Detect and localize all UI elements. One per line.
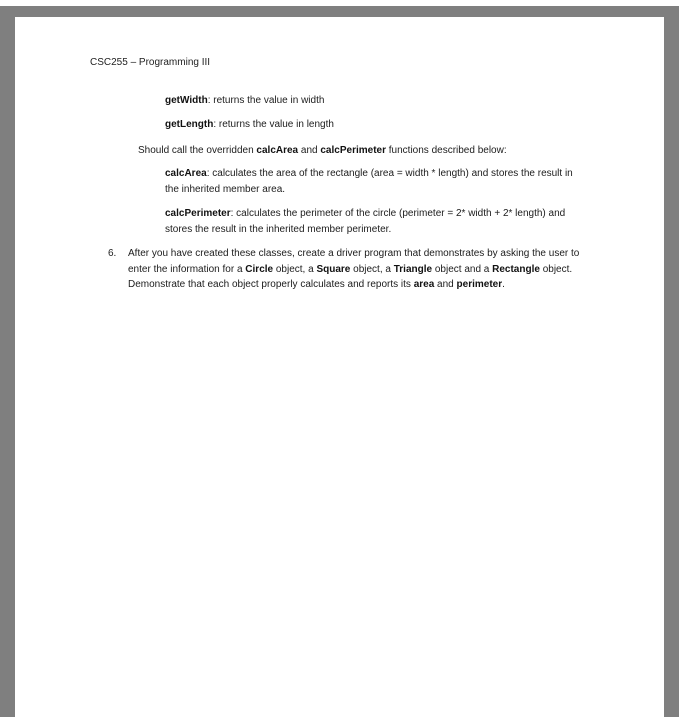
override-middle: and [298, 145, 321, 156]
calcarea-text: : calculates the area of the rectangle (area = width * length) and stores the result in the inherited member area. [165, 168, 573, 195]
item6-circle: Circle [245, 263, 274, 275]
item6-rectangle: Rectangle [492, 263, 540, 275]
item6-text-7: . [502, 279, 505, 290]
item6-text-1: After you have created these classes, create a driver program that demonstrates by asking the user to enter the information for a [128, 248, 580, 275]
override-term-calcperimeter: calcPerimeter [320, 145, 386, 156]
item6-text-6: and [434, 279, 457, 290]
item6-area: area [413, 279, 435, 290]
calcarea-term: calcArea [165, 168, 207, 179]
getwidth-term: getWidth [165, 95, 208, 106]
item6-perimeter: perimeter [456, 279, 503, 290]
getlength-text: : returns the value in length [213, 119, 334, 130]
override-prefix: Should call the overridden [138, 145, 257, 156]
calcperimeter-term: calcPerimeter [165, 208, 231, 219]
calcarea-paragraph [165, 166, 585, 197]
item6-text-2: object, a [273, 263, 317, 275]
item6-text-5: object. Demonstrate that each object properly calculates and reports its [128, 263, 573, 290]
override-term-calcarea: calcArea [256, 145, 299, 156]
item6-text-4: object and a [432, 263, 493, 275]
item6-paragraph [128, 246, 590, 293]
item-number: 6. [108, 248, 117, 259]
override-suffix: functions described below: [385, 145, 507, 156]
item6-text-3: object, a [350, 263, 394, 275]
viewer-top-strip [0, 0, 679, 6]
getlength-term: getLength [165, 119, 214, 130]
getlength-line [165, 117, 334, 132]
getwidth-text: : returns the value in width [207, 95, 325, 106]
item6-square: Square [316, 263, 351, 275]
item6-triangle: Triangle [393, 263, 433, 275]
getwidth-line [165, 93, 324, 108]
calcperimeter-text: : calculates the perimeter of the circle (perimeter = 2* width + 2* length) and stores the result in the inherited member perimeter. [165, 208, 566, 235]
calcperimeter-paragraph [165, 206, 595, 237]
override-note [138, 143, 507, 158]
page-header: CSC255 – Programming III [90, 57, 211, 68]
document-page [15, 17, 664, 717]
